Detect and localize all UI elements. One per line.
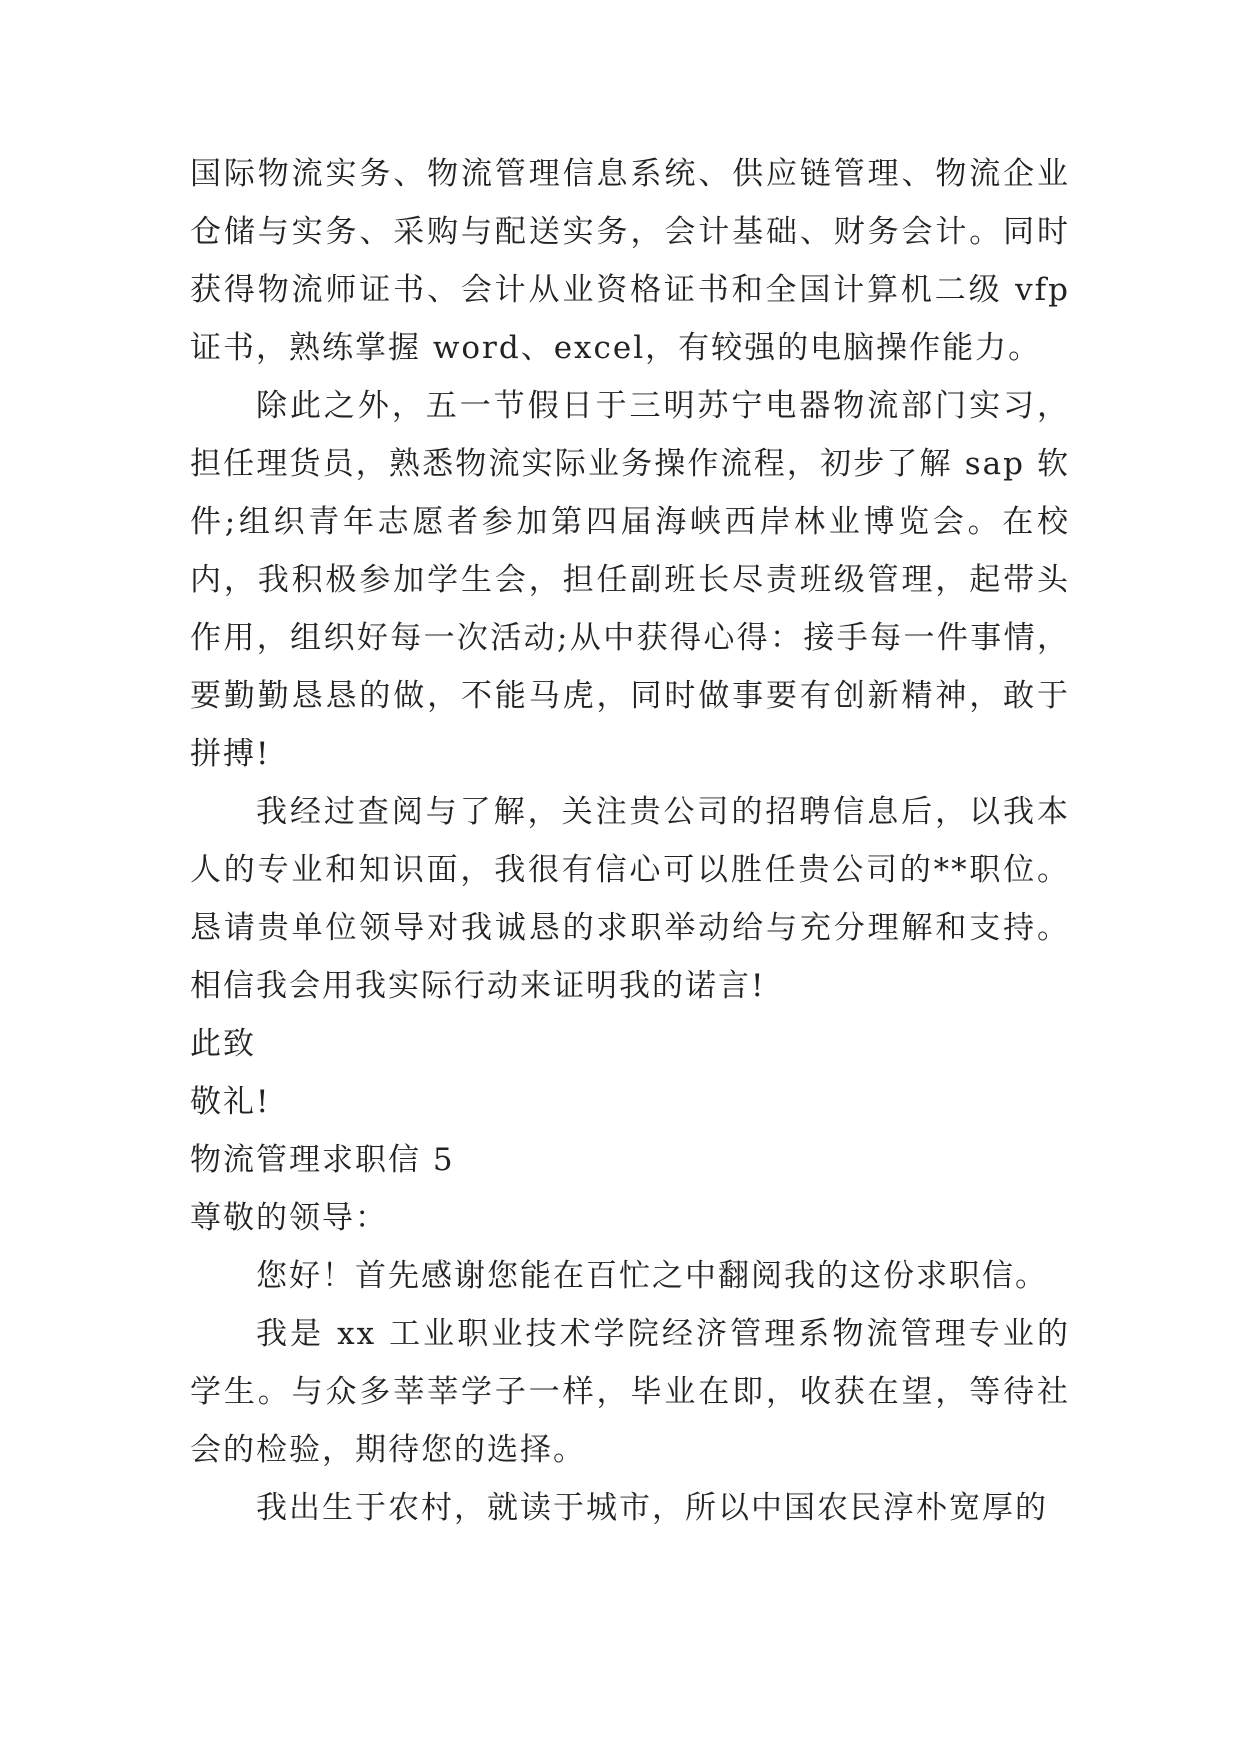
body-paragraph: 国际物流实务、物流管理信息系统、供应链管理、物流企业仓储与实务、采购与配送实务，会计基础、财务会计。同时获得物流师证书、会计从业资格证书和全国计算机二级 vfp 证书，熟练掌握 word、excel，有较强的电脑操作能力。 [190,156,1070,366]
closing-line: 敬礼! [190,1084,271,1120]
body-paragraph: 我是 xx 工业职业技术学院经济管理系物流管理专业的学生。与众多莘莘学子一样，毕业在即，收获在望，等待社会的检验，期待您的选择。 [190,1316,1070,1468]
document-body [190,145,1070,1537]
salutation: 尊敬的领导： [190,1200,388,1236]
section-heading: 物流管理求职信 5 [190,1142,455,1178]
closing-line: 此致 [190,1026,256,1062]
body-paragraph: 我出生于农村，就读于城市，所以中国农民淳朴宽厚的 [256,1490,1048,1526]
body-paragraph: 除此之外，五一节假日于三明苏宁电器物流部门实习，担任理货员，熟悉物流实际业务操作流程，初步了解 sap 软件;组织青年志愿者参加第四届海峡西岸林业博览会。在校内，我积极参加学生会，担任副班长尽责班级管理，起带头作用，组织好每一次活动;从中获得心得：接手每一件事情，要勤勤恳恳的做，不能马虎，同时做事要有创新精神，敢于拼搏! [190,388,1070,772]
body-paragraph: 我经过查阅与了解，关注贵公司的招聘信息后，以我本人的专业和知识面，我很有信心可以胜任贵公司的**职位。恳请贵单位领导对我诚恳的求职举动给与充分理解和支持。相信我会用我实际行动来证明我的诺言! [190,794,1070,1004]
body-paragraph: 您好！首先感谢您能在百忙之中翻阅我的这份求职信。 [256,1258,1048,1294]
